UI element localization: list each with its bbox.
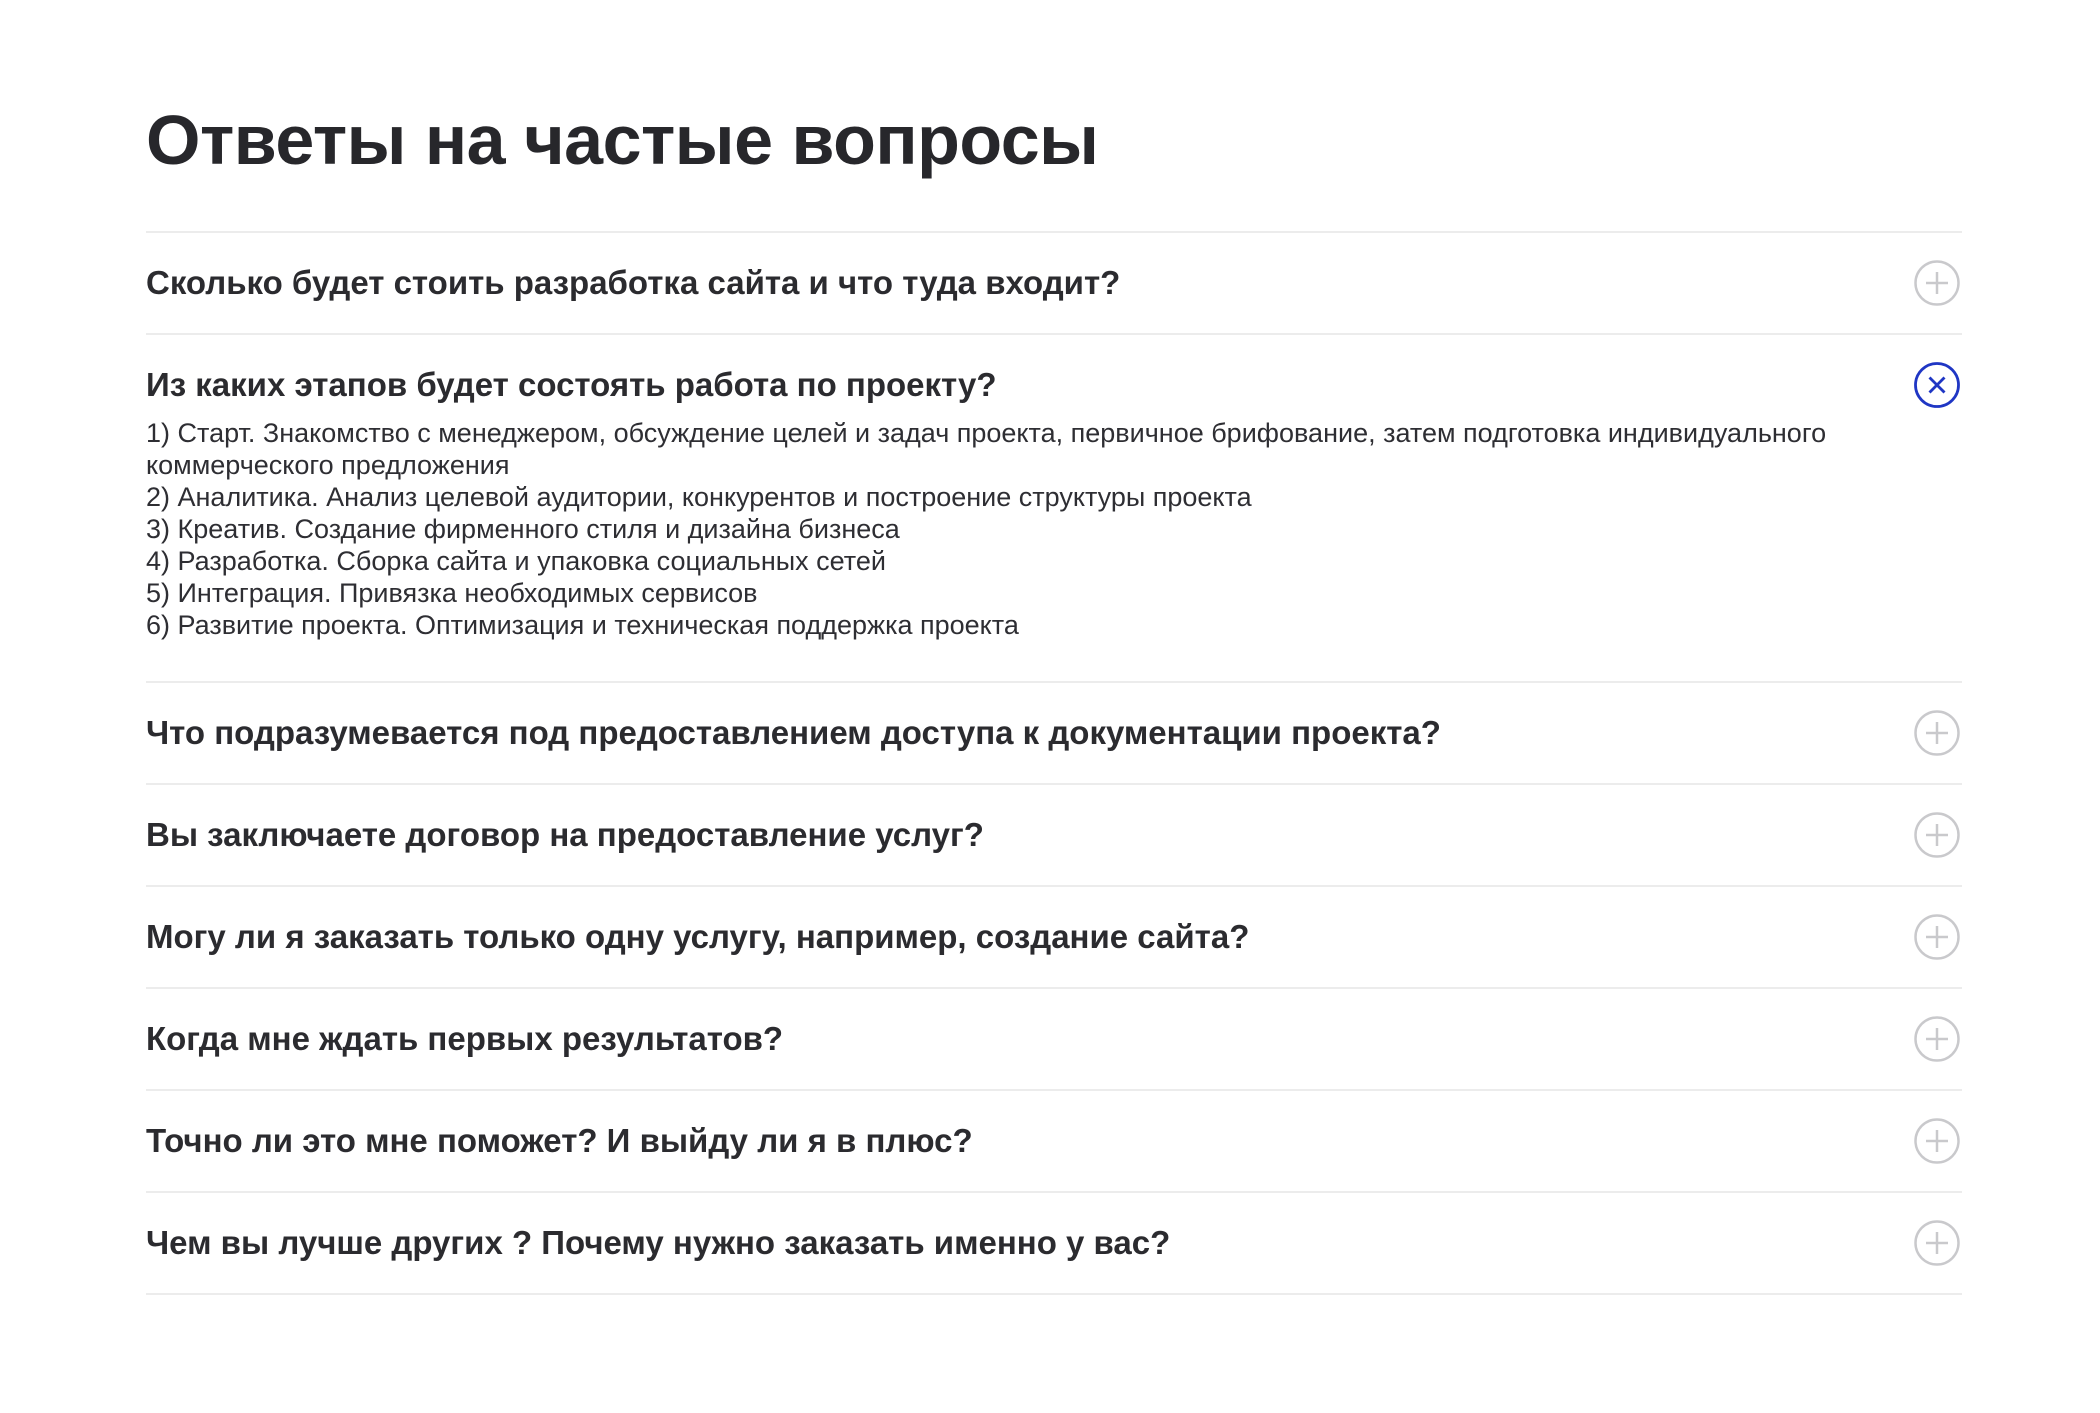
answer-step-5: 5) Интеграция. Привязка необходимых сервисов (146, 578, 758, 608)
faq-question: Точно ли это мне поможет? И выйду ли я в плюс? (146, 1122, 973, 1159)
faq-question-row[interactable] (146, 989, 1962, 1089)
faq-question-row[interactable] (146, 233, 1962, 333)
faq-item (146, 1193, 1962, 1295)
page-title: Ответы на частые вопросы (146, 101, 1099, 179)
faq-section (146, 100, 1962, 1295)
faq-question: Из каких этапов будет состоять работа по проекту? (146, 366, 997, 403)
faq-question-row[interactable] (146, 785, 1962, 885)
plus-circle-icon[interactable] (1914, 914, 1960, 960)
plus-circle-icon[interactable] (1914, 812, 1960, 858)
faq-question: Могу ли я заказать только одну услугу, например, создание сайта? (146, 918, 1250, 955)
faq-question-row[interactable] (146, 887, 1962, 987)
close-circle-icon[interactable] (1914, 362, 1960, 408)
faq-question: Вы заключаете договор на предоставление услуг? (146, 816, 984, 853)
faq-item-expanded (146, 335, 1962, 683)
faq-question-row[interactable] (146, 683, 1962, 783)
faq-item (146, 683, 1962, 785)
faq-item (146, 785, 1962, 887)
answer-step-3: 3) Креатив. Создание фирменного стиля и дизайна бизнеса (146, 514, 900, 544)
plus-circle-icon[interactable] (1914, 1118, 1960, 1164)
faq-question: Что подразумевается под предоставлением доступа к документации проекта? (146, 714, 1441, 751)
plus-circle-icon[interactable] (1914, 1016, 1960, 1062)
answer-step-4: 4) Разработка. Сборка сайта и упаковка социальных сетей (146, 546, 886, 576)
faq-item (146, 1091, 1962, 1193)
faq-item (146, 233, 1962, 335)
plus-circle-icon[interactable] (1914, 710, 1960, 756)
faq-question: Чем вы лучше других ? Почему нужно заказать именно у вас? (146, 1224, 1171, 1261)
answer-step-6: 6) Развитие проекта. Оптимизация и техническая поддержка проекта (146, 610, 1019, 640)
plus-circle-icon[interactable] (1914, 1220, 1960, 1266)
plus-circle-icon[interactable] (1914, 260, 1960, 306)
faq-question-row[interactable] (146, 1091, 1962, 1191)
answer-step-1: 1) Старт. Знакомство с менеджером, обсуждение целей и задач проекта, первичное брифование, затем подготовка индивидуального коммерческого предложения (146, 418, 1827, 480)
faq-answer (146, 417, 1962, 681)
answer-step-2: 2) Аналитика. Анализ целевой аудитории, конкурентов и построение структуры проекта (146, 482, 1252, 512)
faq-question-row[interactable] (146, 1193, 1962, 1293)
faq-list (146, 231, 1962, 1295)
faq-question: Сколько будет стоить разработка сайта и что туда входит? (146, 264, 1121, 301)
faq-question: Когда мне ждать первых результатов? (146, 1020, 784, 1057)
faq-item (146, 989, 1962, 1091)
faq-item (146, 887, 1962, 989)
